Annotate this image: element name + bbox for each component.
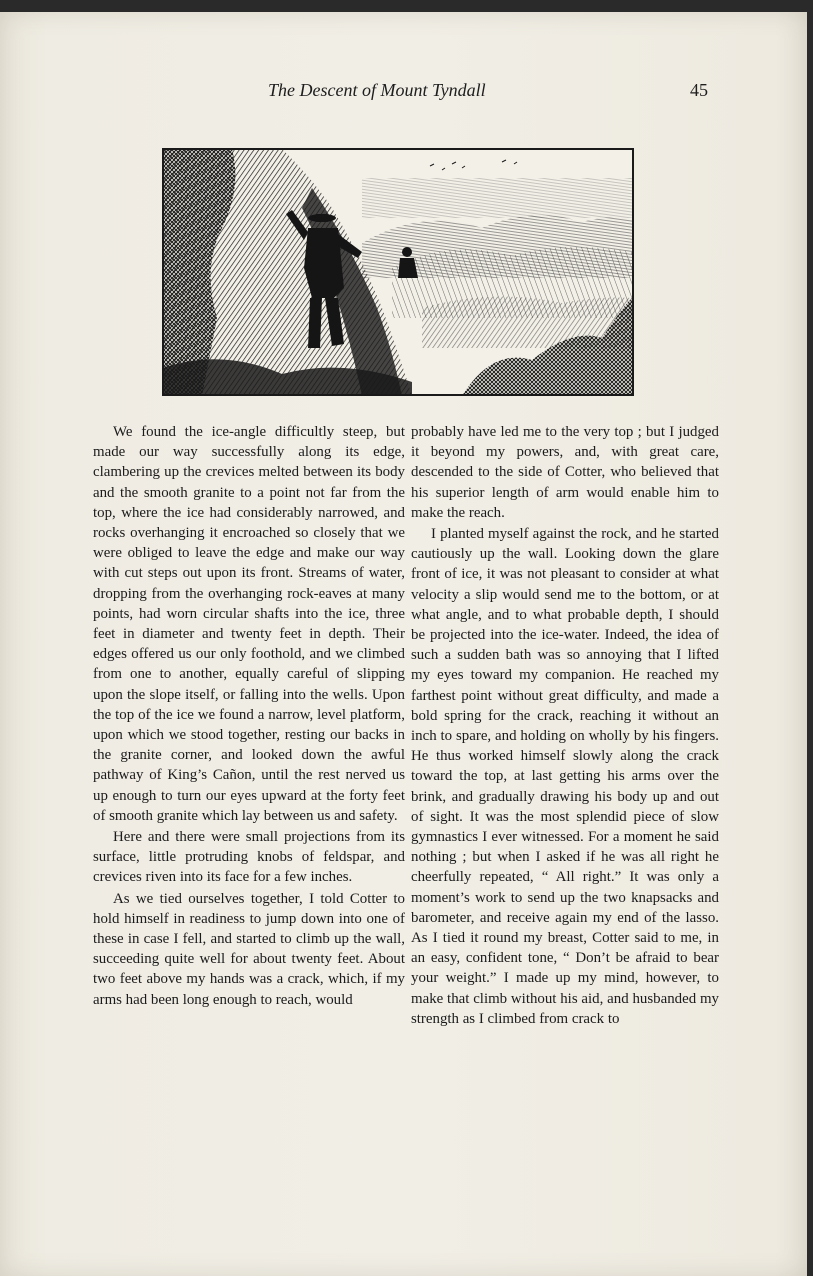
text-column-left	[93, 422, 405, 1010]
paragraph: I planted myself against the rock, and he started cautiously up the wall. Looking down the glare front of ice, it was not pleasant to consider at what velocity a slip would send me to the bottom, or at what angle, and to what probable depth, I should be projected into the ice-water. Indeed, the idea of such a sudden bath was so annoying that I lifted my eyes toward my companion. He reached my farthest point without great difficulty, and made a bold spring for the crack, reaching it without an inch to spare, and holding on wholly by his fingers. He thus worked himself slowly along the crack toward the top, at last getting his arms over the brink, and gradually drawing his body up and out of sight. It was the most splendid piece of slow gymnastics I ever witnessed. For a moment he said nothing ; but when I asked if he was all right he cheerfully repeated, “ All right.” It was only a moment’s work to send up the two knapsacks and barometer, and receive again my end of the lasso. As I tied it round my breast, Cotter said to me, in an easy, confident tone, “ Don’t be afraid to bear your weight.” I made up my mind, however, to make that climb without his aid, and husbanded my strength as I climbed from crack to	[411, 526, 719, 1027]
paragraph: We found the ice-angle difficultly steep, but made our way successfully along its edge, clambering up the crevices melted between its body and the smooth granite to a point not far from the top, where the ice had considerably narrowed, and rocks overhanging it encroached so closely that we were obliged to leave the edge and make our way with cut steps out upon its front. Streams of water, dropping from the overhanging rock-eaves at many points, had worn circular shafts into the ice, three feet in diameter and twenty feet in depth. Their edges offered us our only foothold, and we climbed from one to another, equally careful of slipping upon the slope itself, or falling into the wells. Upon the top of the ice we found a narrow, level platform, upon which we stood together, resting our backs in the granite corner, and looked down the awful pathway of King’s Cañon, until the rest nerved us up enough to turn our eyes upward at the forty feet of smooth granite which lay between us and safety.	[93, 424, 405, 824]
mountain-climbers-illustration	[162, 148, 634, 396]
book-page	[0, 12, 807, 1276]
text-column-right	[411, 422, 719, 1029]
paragraph: Here and there were small projections from its surface, little protruding knobs of feldspar, and crevices riven into its face for a few inches.	[93, 829, 405, 886]
page-header	[0, 80, 807, 104]
running-title: The Descent of Mount Tyndall	[268, 80, 486, 100]
paragraph: probably have led me to the very top ; but I judged it beyond my powers, and, with great care, descended to the side of Cotter, who believed that his superior length of arm would enable him to make the reach.	[411, 424, 719, 521]
page-number: 45	[690, 80, 708, 100]
paragraph: As we tied ourselves together, I told Cotter to hold himself in readiness to jump down into one of these in case I fell, and started to climb up the wall, succeeding quite well for about twenty feet. About two feet above my hands was a crack, which, if my arms had been long enough to reach, would	[93, 890, 405, 1008]
